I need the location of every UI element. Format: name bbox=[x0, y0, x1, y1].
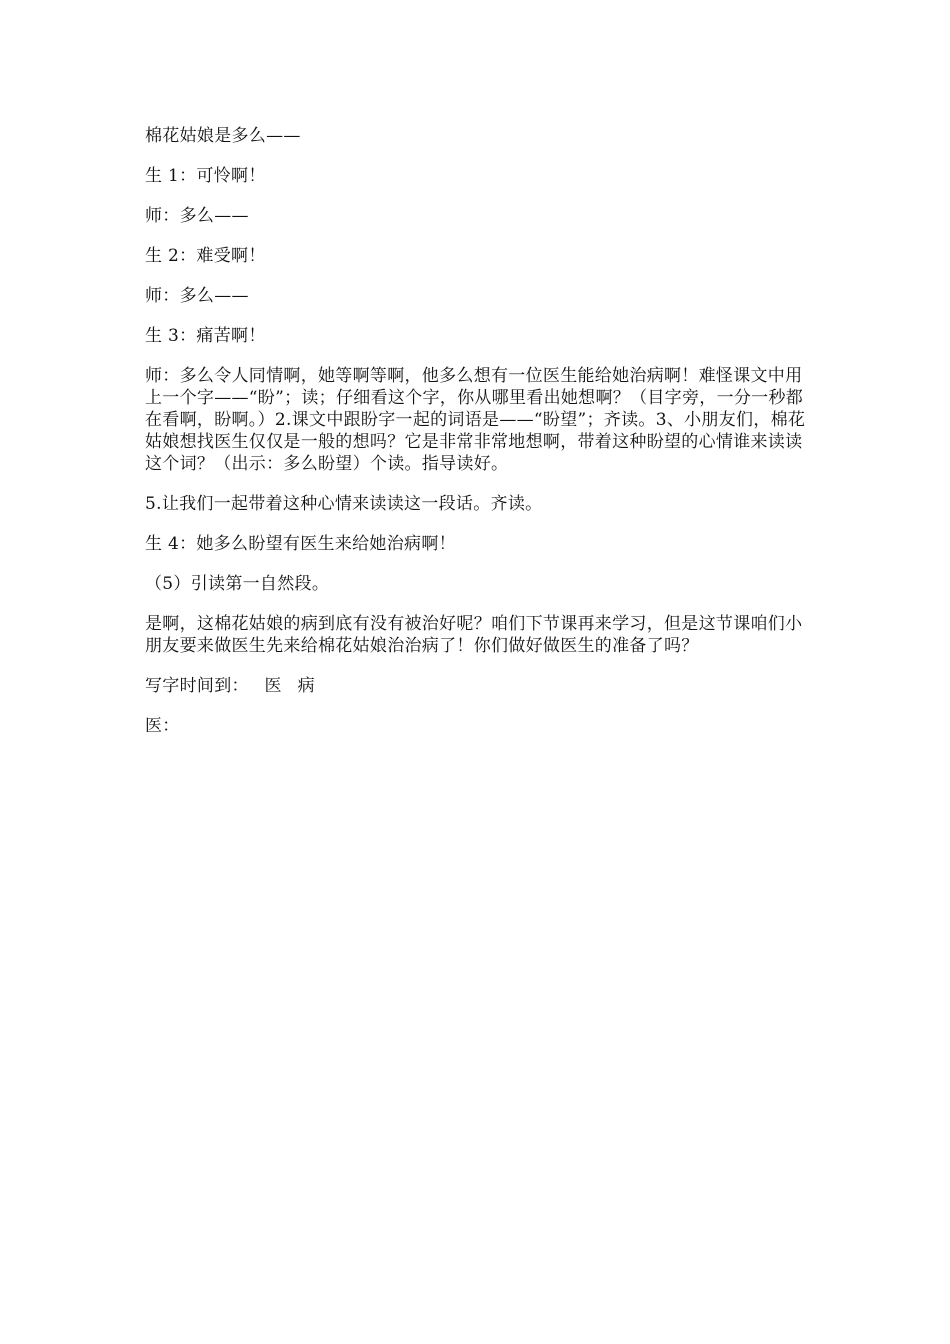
paragraph-2: 生 1：可怜啊！ bbox=[145, 166, 266, 186]
paragraph-6: 生 3：痛苦啊！ bbox=[145, 326, 266, 346]
paragraph-5: 师：多么—— bbox=[145, 286, 249, 306]
document-page bbox=[145, 125, 810, 755]
paragraph-11: 是啊，这棉花姑娘的病到底有没有被治好呢？咱们下节课再来学习，但是这节课咱们小朋友要来做医生先来给棉花姑娘治治病了！你们做好做医生的准备了吗？ bbox=[145, 614, 803, 656]
paragraph-8: 5.让我们一起带着这种心情来读读这一段话。齐读。 bbox=[145, 494, 543, 514]
paragraph-4: 生 2：难受啊！ bbox=[145, 246, 266, 266]
writing-char-2: 病 bbox=[297, 676, 315, 696]
paragraph-10: （5）引读第一自然段。 bbox=[145, 574, 330, 594]
paragraph-1: 棉花姑娘是多么—— bbox=[145, 126, 301, 146]
writing-time-line bbox=[145, 675, 810, 697]
writing-char-1: 医 bbox=[264, 676, 282, 696]
writing-time-label: 写字时间到： bbox=[145, 676, 249, 696]
paragraph-9: 生 4：她多么盼望有医生来给她治病啊！ bbox=[145, 534, 456, 554]
last-line: 医： bbox=[145, 716, 180, 736]
paragraph-7: 师：多么令人同情啊，她等啊等啊，他多么想有一位医生能给她治病啊！难怪课文中用上一个字——“盼”；读；仔细看这个字，你从哪里看出她想啊？（目字旁，一分一秒都在看啊，盼啊。）2.课文中跟盼字一起的词语是——“盼望”；齐读。3、小朋友们，棉花姑娘想找医生仅仅是一般的想吗？它是非常非常地想啊，带着这种盼望的心情谁来读读这个词？（出示：多么盼望）个读。指导读好。 bbox=[145, 366, 806, 474]
paragraph-3: 师：多么—— bbox=[145, 206, 249, 226]
